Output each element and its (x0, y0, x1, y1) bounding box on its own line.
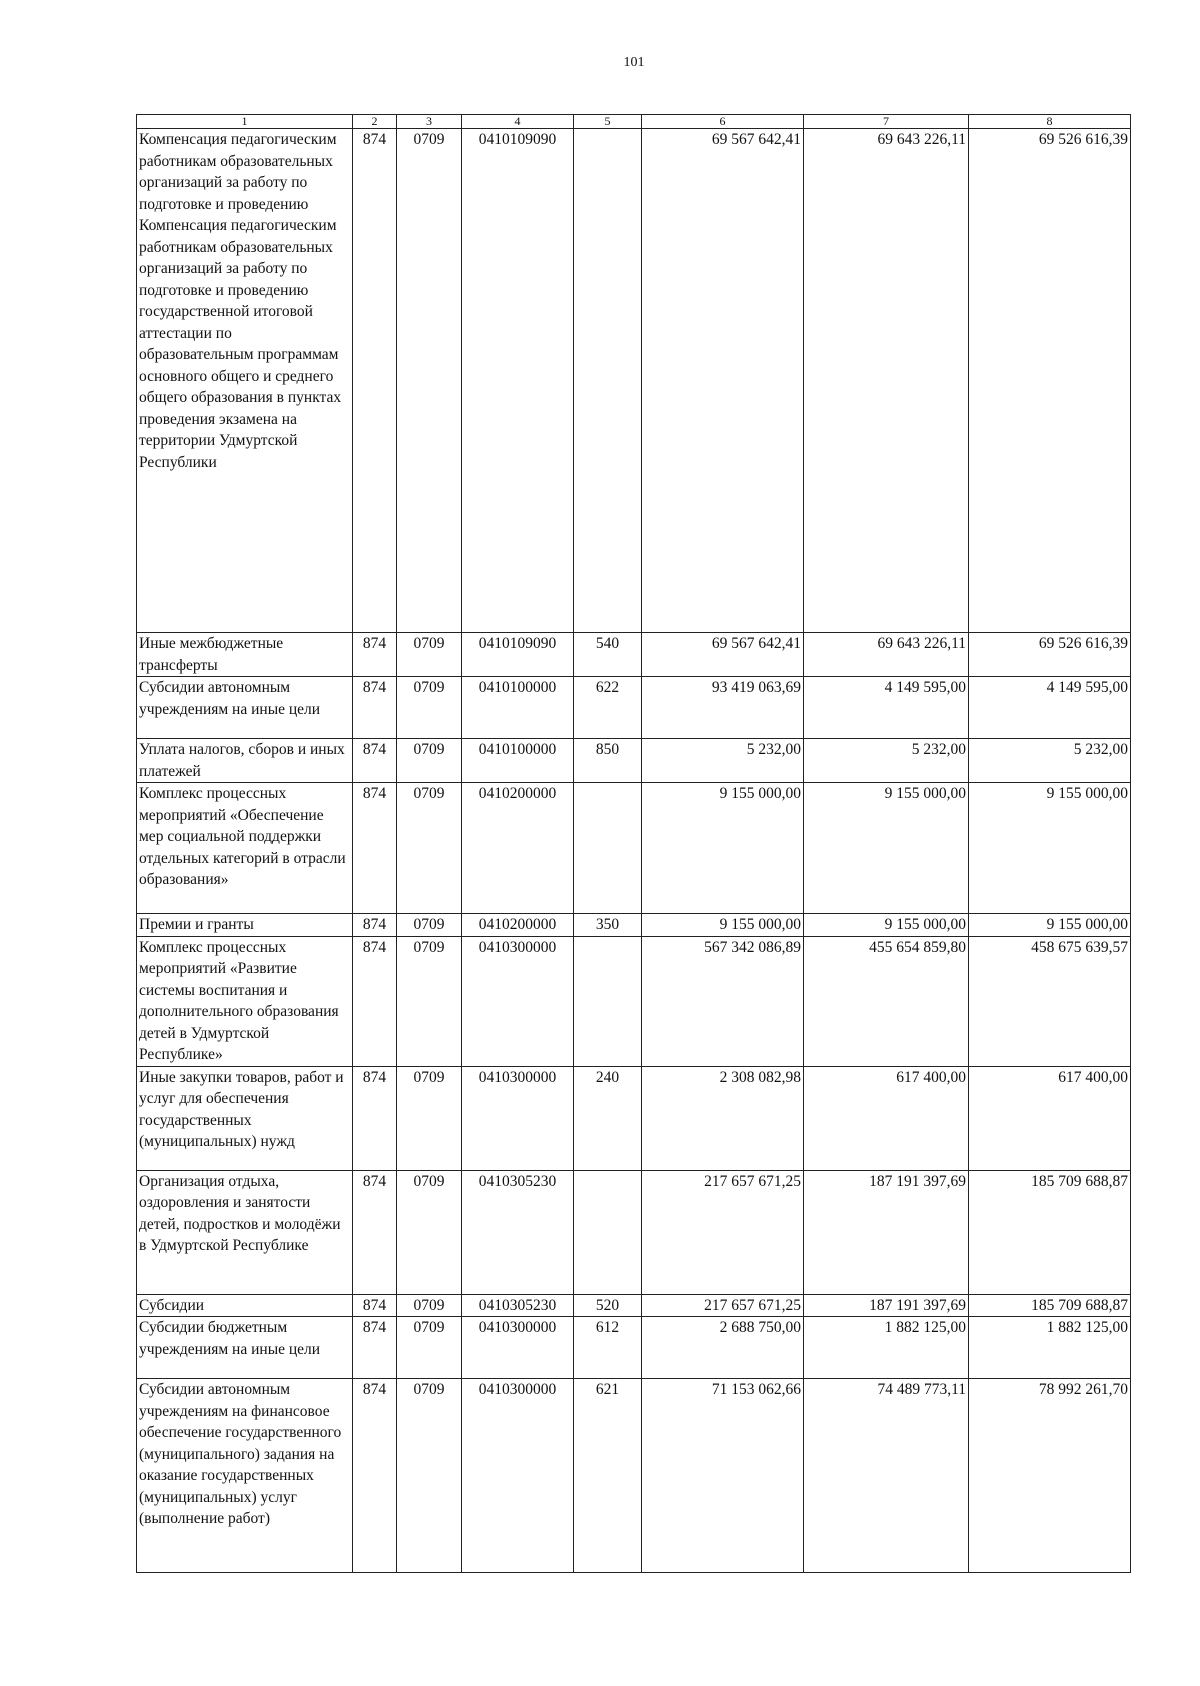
section-code: 0709 (397, 677, 462, 739)
amount-col-7: 9 155 000,00 (804, 914, 969, 937)
amount-col-8: 69 526 616,39 (969, 633, 1131, 677)
target-article-code: 0410200000 (462, 783, 574, 914)
item-name: Премии и гранты (137, 914, 353, 937)
ministry-code: 874 (353, 633, 397, 677)
item-name: Комплекс процессных мероприятий «Развитие системы воспитания и дополнительного образования детей в Удмуртской Республике» (137, 936, 353, 1066)
expense-type-code: 850 (574, 739, 642, 783)
expense-type-code: 540 (574, 633, 642, 677)
table-row (137, 1294, 1131, 1317)
expense-type-code (574, 783, 642, 914)
amount-col-8: 4 149 595,00 (969, 677, 1131, 739)
target-article-code: 0410300000 (462, 936, 574, 1066)
target-article-code: 0410305230 (462, 1170, 574, 1294)
item-name: Комплекс процессных мероприятий «Обеспечение мер социальной поддержки отдельных категорий в отрасли образования» (137, 783, 353, 914)
ministry-code: 874 (353, 1317, 397, 1379)
amount-col-7: 455 654 859,80 (804, 936, 969, 1066)
ministry-code: 874 (353, 1379, 397, 1573)
target-article-code: 0410109090 (462, 633, 574, 677)
table-row (137, 783, 1131, 914)
target-article-code: 0410300000 (462, 1317, 574, 1379)
target-article-code: 0410305230 (462, 1294, 574, 1317)
section-code: 0709 (397, 1066, 462, 1170)
table-row (137, 914, 1131, 937)
amount-col-7: 1 882 125,00 (804, 1317, 969, 1379)
target-article-code: 0410200000 (462, 914, 574, 937)
item-name: Уплата налогов, сборов и иных платежей (137, 739, 353, 783)
amount-col-7: 5 232,00 (804, 739, 969, 783)
section-code: 0709 (397, 914, 462, 937)
column-number: 3 (397, 115, 462, 129)
amount-col-8: 185 709 688,87 (969, 1170, 1131, 1294)
amount-col-6: 217 657 671,25 (642, 1170, 804, 1294)
item-name: Субсидии автономным учреждениям на иные цели (137, 677, 353, 739)
column-number: 1 (137, 115, 353, 129)
amount-col-6: 567 342 086,89 (642, 936, 804, 1066)
column-number: 5 (574, 115, 642, 129)
amount-col-8: 9 155 000,00 (969, 783, 1131, 914)
amount-col-6: 2 688 750,00 (642, 1317, 804, 1379)
section-code: 0709 (397, 633, 462, 677)
amount-col-7: 617 400,00 (804, 1066, 969, 1170)
column-number: 4 (462, 115, 574, 129)
page-number: 101 (623, 55, 645, 70)
amount-col-8: 5 232,00 (969, 739, 1131, 783)
expense-type-code: 622 (574, 677, 642, 739)
amount-col-8: 617 400,00 (969, 1066, 1131, 1170)
amount-col-6: 9 155 000,00 (642, 783, 804, 914)
table-row (137, 633, 1131, 677)
amount-col-8: 458 675 639,57 (969, 936, 1131, 1066)
section-code: 0709 (397, 1379, 462, 1573)
amount-col-6: 217 657 671,25 (642, 1294, 804, 1317)
ministry-code: 874 (353, 1294, 397, 1317)
section-code: 0709 (397, 783, 462, 914)
table-row (137, 129, 1131, 633)
item-name: Иные межбюджетные трансферты (137, 633, 353, 677)
section-code: 0709 (397, 936, 462, 1066)
ministry-code: 874 (353, 914, 397, 937)
expense-type-code: 240 (574, 1066, 642, 1170)
amount-col-8: 69 526 616,39 (969, 129, 1131, 633)
ministry-code: 874 (353, 129, 397, 633)
amount-col-8: 78 992 261,70 (969, 1379, 1131, 1573)
column-number-row (137, 115, 1131, 129)
column-number: 8 (969, 115, 1131, 129)
expense-type-code (574, 1170, 642, 1294)
amount-col-7: 4 149 595,00 (804, 677, 969, 739)
amount-col-8: 185 709 688,87 (969, 1294, 1131, 1317)
ministry-code: 874 (353, 677, 397, 739)
table-row (137, 677, 1131, 739)
section-code: 0709 (397, 1170, 462, 1294)
item-name: Субсидии (137, 1294, 353, 1317)
item-name: Субсидии бюджетным учреждениям на иные цели (137, 1317, 353, 1379)
expense-type-code: 350 (574, 914, 642, 937)
ministry-code: 874 (353, 1066, 397, 1170)
target-article-code: 0410109090 (462, 129, 574, 633)
column-number: 2 (353, 115, 397, 129)
budget-table (136, 114, 1131, 1573)
amount-col-8: 1 882 125,00 (969, 1317, 1131, 1379)
column-number: 7 (804, 115, 969, 129)
target-article-code: 0410100000 (462, 677, 574, 739)
amount-col-6: 69 567 642,41 (642, 633, 804, 677)
amount-col-6: 69 567 642,41 (642, 129, 804, 633)
expense-type-code: 621 (574, 1379, 642, 1573)
column-number: 6 (642, 115, 804, 129)
item-name: Субсидии автономным учреждениям на финансовое обеспечение государственного (муниципального) задания на оказание государственных (муниципальных) услуг (выполнение работ) (137, 1379, 353, 1573)
item-name: Иные закупки товаров, работ и услуг для обеспечения государственных (муниципальных) нужд (137, 1066, 353, 1170)
item-name: Компенсация педагогическим работникам образовательных организаций за работу по подготовке и проведению Компенсация педагогическим работникам образовательных организаций за работу по подготовке и проведению государственной итоговой аттестации по образовательным программам основного общего и среднего общего образования в пунктах проведения экзамена на территории Удмуртской Республики (137, 129, 353, 633)
target-article-code: 0410300000 (462, 1379, 574, 1573)
amount-col-7: 69 643 226,11 (804, 129, 969, 633)
expense-type-code: 612 (574, 1317, 642, 1379)
expense-type-code (574, 129, 642, 633)
amount-col-6: 2 308 082,98 (642, 1066, 804, 1170)
section-code: 0709 (397, 739, 462, 783)
target-article-code: 0410100000 (462, 739, 574, 783)
section-code: 0709 (397, 129, 462, 633)
ministry-code: 874 (353, 739, 397, 783)
amount-col-8: 9 155 000,00 (969, 914, 1131, 937)
table-row (137, 1317, 1131, 1379)
expense-type-code (574, 936, 642, 1066)
table-row (137, 1170, 1131, 1294)
amount-col-6: 93 419 063,69 (642, 677, 804, 739)
ministry-code: 874 (353, 936, 397, 1066)
expense-type-code: 520 (574, 1294, 642, 1317)
section-code: 0709 (397, 1294, 462, 1317)
target-article-code: 0410300000 (462, 1066, 574, 1170)
amount-col-7: 187 191 397,69 (804, 1294, 969, 1317)
amount-col-6: 71 153 062,66 (642, 1379, 804, 1573)
amount-col-6: 9 155 000,00 (642, 914, 804, 937)
amount-col-7: 187 191 397,69 (804, 1170, 969, 1294)
amount-col-7: 9 155 000,00 (804, 783, 969, 914)
amount-col-6: 5 232,00 (642, 739, 804, 783)
ministry-code: 874 (353, 1170, 397, 1294)
table-row (137, 1379, 1131, 1573)
ministry-code: 874 (353, 783, 397, 914)
table-row (137, 739, 1131, 783)
item-name: Организация отдыха, оздоровления и занятости детей, подростков и молодёжи в Удмуртской Республике (137, 1170, 353, 1294)
amount-col-7: 74 489 773,11 (804, 1379, 969, 1573)
table-row (137, 1066, 1131, 1170)
amount-col-7: 69 643 226,11 (804, 633, 969, 677)
table-row (137, 936, 1131, 1066)
section-code: 0709 (397, 1317, 462, 1379)
